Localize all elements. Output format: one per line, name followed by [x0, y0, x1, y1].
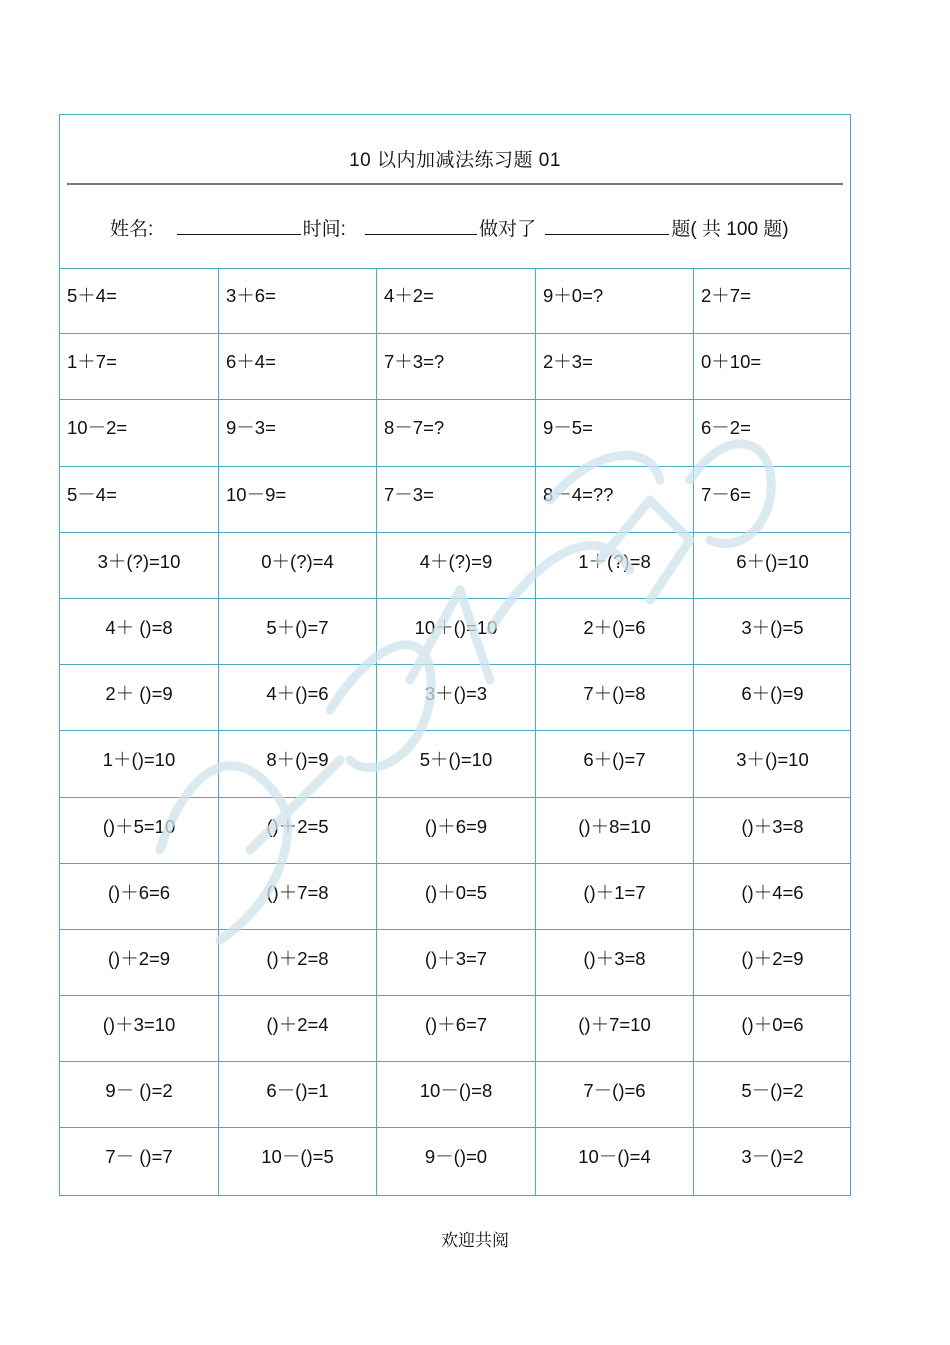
problem-cell: 9－5=	[536, 400, 694, 466]
problem-cell: 10－9=	[219, 467, 377, 533]
problem-cell: 6＋()=10	[694, 533, 851, 599]
problem-cell: ()＋6=9	[377, 798, 536, 864]
problem-cell: ()＋3=7	[377, 930, 536, 996]
correct-label: 做对了	[479, 219, 537, 240]
name-blank[interactable]	[177, 217, 301, 235]
problem-cell: 7－ ()=7	[60, 1128, 219, 1194]
problem-cell: 7－()=6	[536, 1062, 694, 1128]
problem-cell: ()＋3=10	[60, 996, 219, 1062]
problem-cell: 7＋()=8	[536, 665, 694, 731]
problem-cell: ()＋0=5	[377, 864, 536, 930]
problem-cell: ()＋3=8	[694, 798, 851, 864]
total-label: 题( 共 100 题)	[671, 219, 789, 240]
problem-grid	[60, 268, 850, 1195]
problem-cell: 9－ ()=2	[60, 1062, 219, 1128]
problem-cell: 3＋()=5	[694, 599, 851, 665]
problem-cell: 7＋3=?	[377, 334, 536, 400]
problem-cell: 2＋ ()=9	[60, 665, 219, 731]
problem-cell: 2＋3=	[536, 334, 694, 400]
problem-cell: 4＋ ()=8	[60, 599, 219, 665]
name-label: 姓名:	[110, 219, 154, 240]
problem-cell: 6＋()=7	[536, 731, 694, 797]
problem-cell: 5＋4=	[60, 268, 219, 334]
problem-cell: ()＋1=7	[536, 864, 694, 930]
problem-cell: 10－2=	[60, 400, 219, 466]
problem-cell: 3＋()=3	[377, 665, 536, 731]
correct-blank[interactable]	[545, 217, 669, 235]
problem-cell: 3＋6=	[219, 268, 377, 334]
problem-cell: 5－4=	[60, 467, 219, 533]
problem-cell: 3＋()=10	[694, 731, 851, 797]
problem-cell: ()＋7=10	[536, 996, 694, 1062]
problem-cell: 6＋4=	[219, 334, 377, 400]
problem-cell: 6－()=1	[219, 1062, 377, 1128]
worksheet-header	[60, 115, 850, 269]
problem-cell: 5＋()=7	[219, 599, 377, 665]
problem-cell: 8＋()=9	[219, 731, 377, 797]
problem-cell: ()＋5=10	[60, 798, 219, 864]
problem-cell: 9＋0=?	[536, 268, 694, 334]
problem-cell: ()＋7=8	[219, 864, 377, 930]
problem-cell: 4＋()=6	[219, 665, 377, 731]
problem-cell: 10－()=4	[536, 1128, 694, 1194]
problem-cell: 8－7=?	[377, 400, 536, 466]
footer-text: 欢迎共阅	[441, 1231, 509, 1251]
problem-cell: ()＋0=6	[694, 996, 851, 1062]
problem-cell: 4＋2=	[377, 268, 536, 334]
problem-cell: ()＋8=10	[536, 798, 694, 864]
problem-cell: 9－3=	[219, 400, 377, 466]
problem-cell: 1＋()=10	[60, 731, 219, 797]
problem-cell: ()＋2=9	[694, 930, 851, 996]
problem-cell: ()＋6=6	[60, 864, 219, 930]
problem-cell: 9－()=0	[377, 1128, 536, 1194]
problem-cell: ()＋6=7	[377, 996, 536, 1062]
problem-cell: ()＋2=4	[219, 996, 377, 1062]
title-divider	[67, 183, 843, 185]
problem-cell: 3－()=2	[741, 1146, 804, 1168]
problem-cell: ()＋4=6	[694, 864, 851, 930]
problem-cell: 10＋()=10	[377, 599, 536, 665]
problem-cell: 5＋()=10	[377, 731, 536, 797]
problem-cell: 6－2=	[694, 400, 851, 466]
time-blank[interactable]	[365, 217, 477, 235]
problem-cell: 10－()=5	[219, 1128, 377, 1194]
problem-cell: 2＋7=	[694, 268, 851, 334]
problem-cell: ()＋3=8	[536, 930, 694, 996]
problem-cell: 0＋10=	[694, 334, 851, 400]
problem-cell: 5－()=2	[694, 1062, 851, 1128]
time-label: 时间:	[302, 219, 346, 240]
problem-cell: ()＋2=8	[219, 930, 377, 996]
info-line	[110, 214, 789, 241]
problem-cell: 4＋(?)=9	[377, 533, 536, 599]
problem-cell: ()＋2=9	[60, 930, 219, 996]
problem-cell: 2＋()=6	[536, 599, 694, 665]
worksheet	[59, 114, 851, 1196]
problem-cell: 7－3=	[377, 467, 536, 533]
problem-cell: 1＋(?)=8	[536, 533, 694, 599]
problem-cell: 6＋()=9	[694, 665, 851, 731]
problem-cell: 0＋(?)=4	[219, 533, 377, 599]
problem-cell: 1＋7=	[60, 334, 219, 400]
problem-cell: 7－6=	[694, 467, 851, 533]
problem-cell: 3＋(?)=10	[60, 533, 219, 599]
problem-cell: 8－4=??	[536, 467, 694, 533]
problem-cell: 10－()=8	[377, 1062, 536, 1128]
page-title: 10 以内加减法练习题 01	[349, 150, 561, 171]
problem-cell: ()＋2=5	[219, 798, 377, 864]
